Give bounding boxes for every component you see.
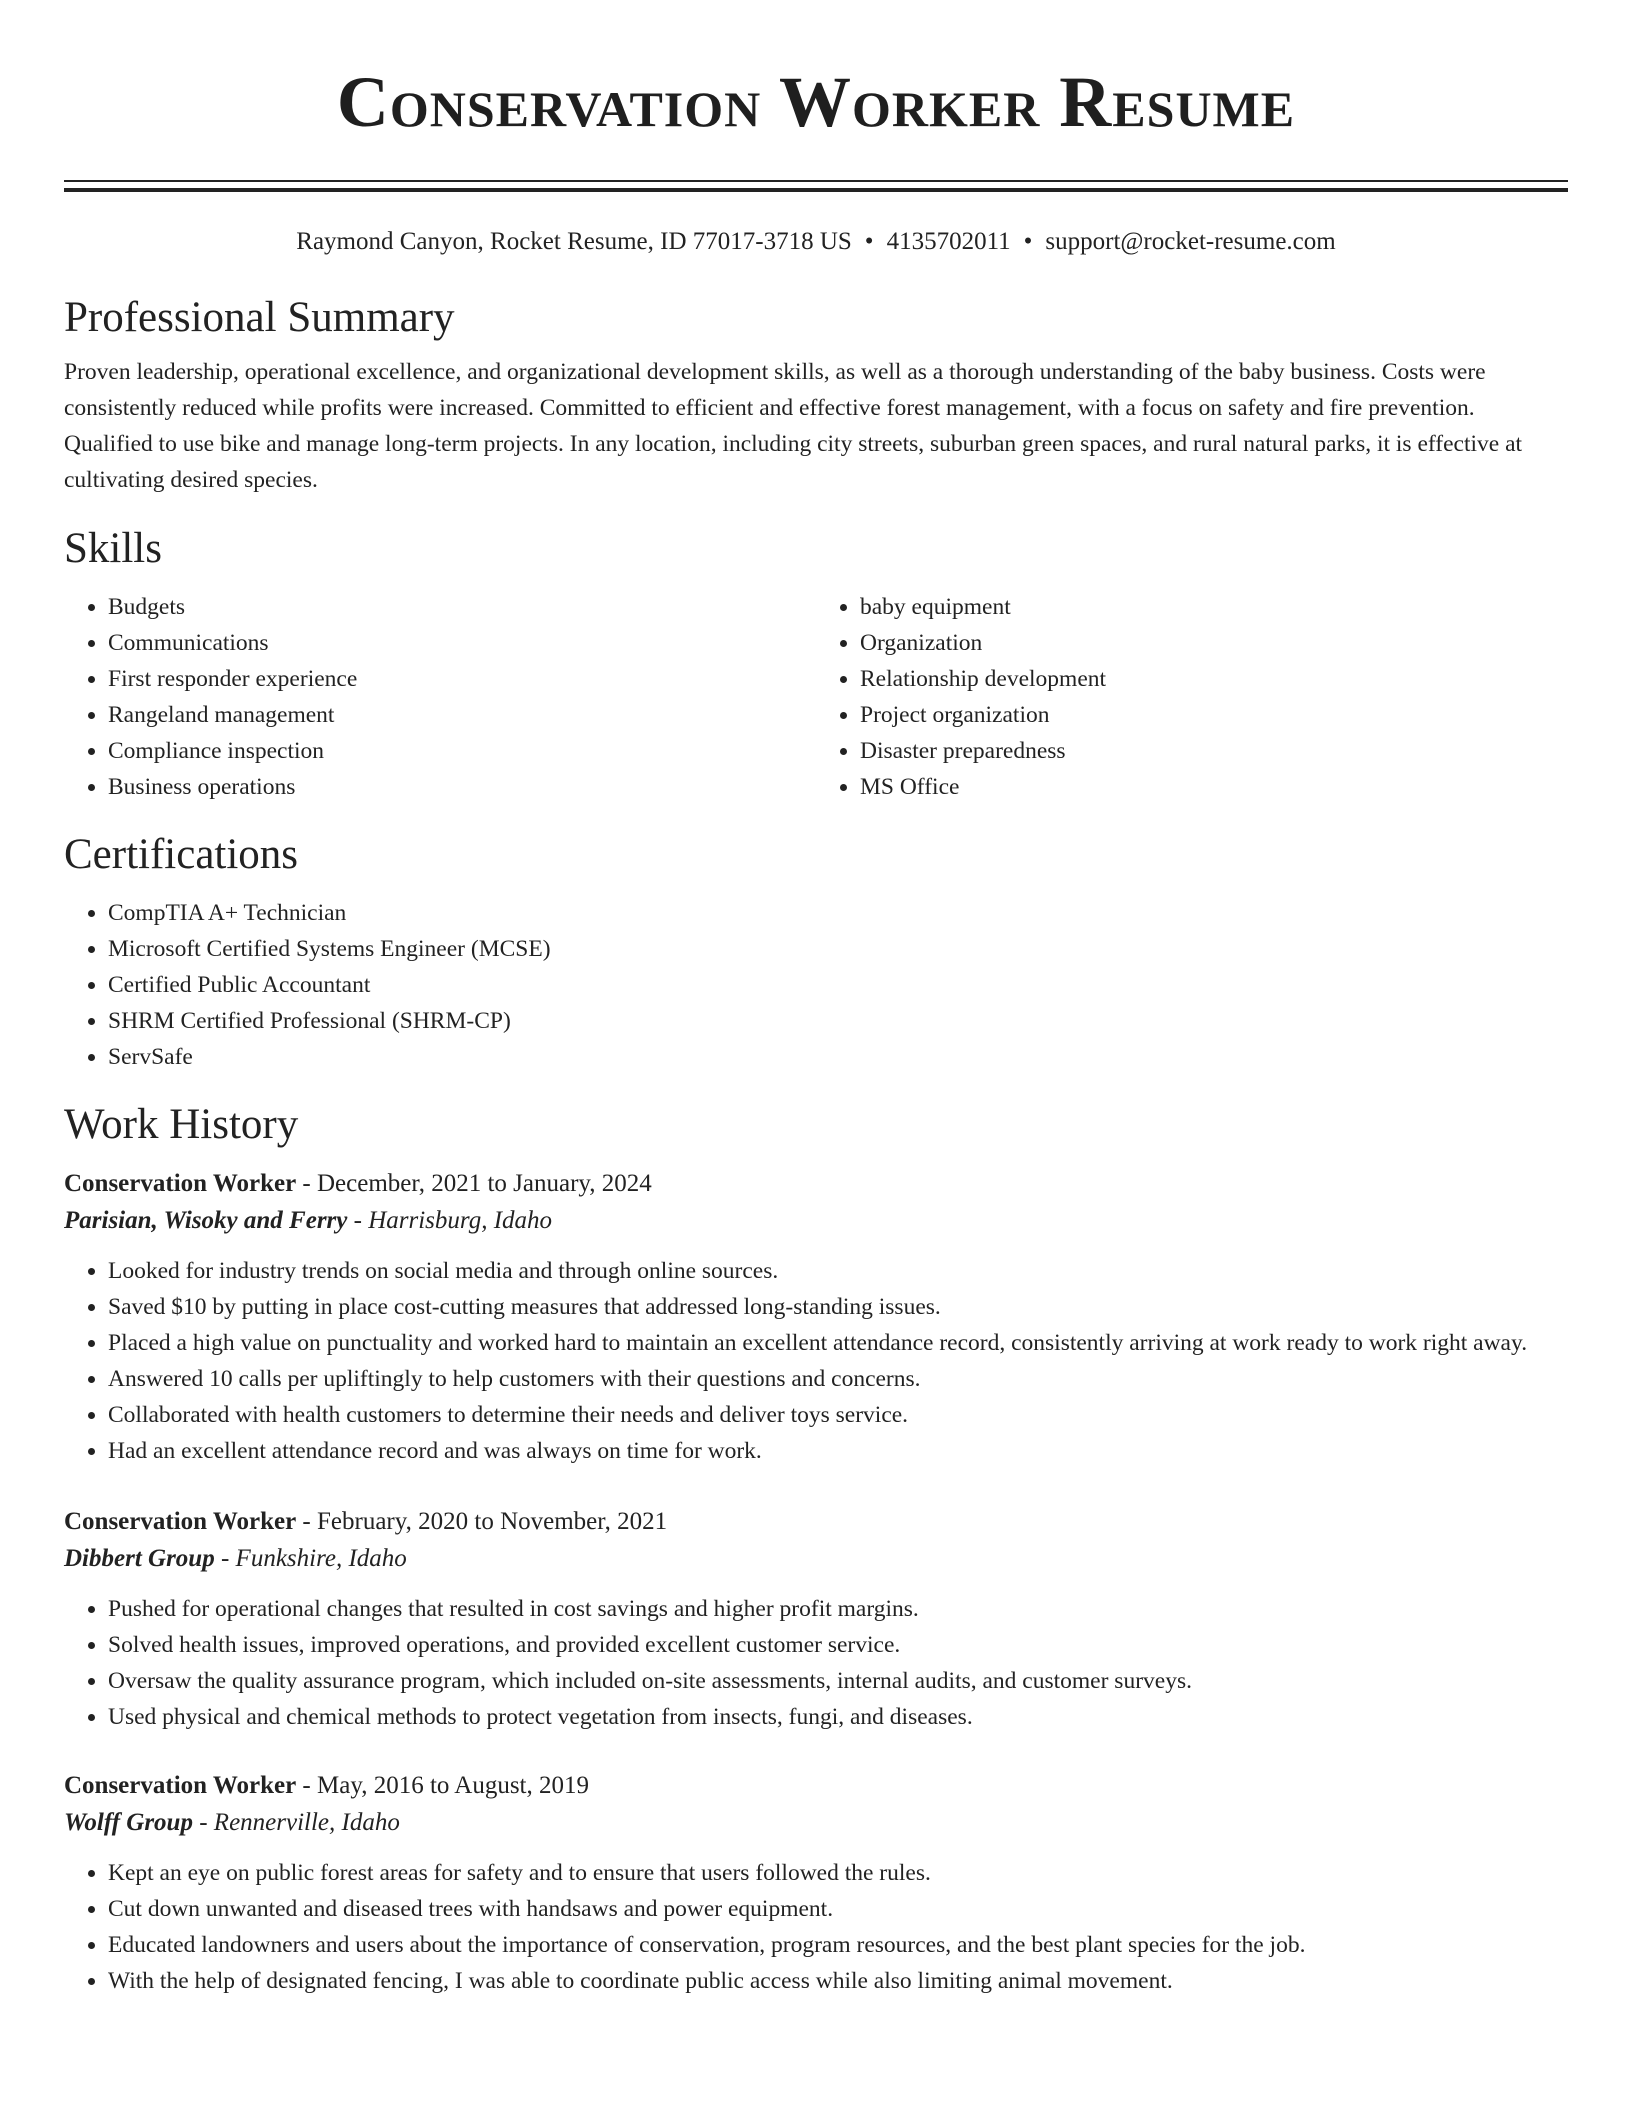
skills-column-right — [816, 589, 1568, 805]
certifications-list — [64, 895, 1568, 1075]
certification-item: • ServSafe — [108, 1039, 1568, 1075]
summary-text: Proven leadership, operational excellence, and organizational development skills, as well as a thorough understanding of the baby business. Costs were consistently reduced while profits were increased. Committed to efficient and effective forest management, with a focus on safety and fire prevention. Qualified to use bike and manage long-term projects. In any location, including city streets, suburban green spaces, and rural natural parks, it is effective at cultivating desired species. — [64, 359, 1523, 493]
job-company: Parisian, Wisoky and Ferry — [64, 1207, 348, 1234]
job-bullet: • Had an excellent attendance record and was always on time for work. — [108, 1433, 1568, 1469]
job-bullet: • Collaborated with health customers to determine their needs and deliver toys service. — [108, 1397, 1568, 1433]
skill-item: • MS Office — [860, 769, 1568, 805]
certification-item: • Microsoft Certified Systems Engineer (MCSE) — [108, 931, 1568, 967]
job-bullet: • Cut down unwanted and diseased trees with handsaws and power equipment. — [108, 1891, 1568, 1927]
skills-list — [64, 589, 1568, 805]
job-title: Conservation Worker — [64, 1772, 297, 1799]
work-history-heading: Work History — [64, 1101, 299, 1148]
job-company-line — [64, 1804, 1568, 1841]
skill-item: • First responder experience — [108, 661, 816, 697]
skill-item: • Communications — [108, 625, 816, 661]
certification-item: • Certified Public Accountant — [108, 967, 1568, 1003]
job-entry — [64, 1165, 1568, 1469]
summary-heading: Professional Summary — [64, 294, 455, 341]
title-divider-thin — [64, 180, 1568, 182]
job-bullet: • With the help of designated fencing, I was able to coordinate public access while also limiting animal movement. — [108, 1963, 1568, 1999]
job-location: - Rennerville, Idaho — [192, 1809, 400, 1836]
job-company-line — [64, 1540, 1568, 1577]
skills-column-left — [64, 589, 816, 805]
job-bullet: • Answered 10 calls per upliftingly to help customers with their questions and concerns. — [108, 1361, 1568, 1397]
job-bullets — [64, 1591, 1568, 1735]
job-title-line — [64, 1165, 1568, 1202]
skill-item: • Business operations — [108, 769, 816, 805]
skill-item: • Project organization — [860, 697, 1568, 733]
contact-separator: • — [1023, 228, 1033, 255]
job-entry — [64, 1767, 1568, 1999]
certification-item: • SHRM Certified Professional (SHRM-CP) — [108, 1003, 1568, 1039]
job-bullets — [64, 1253, 1568, 1469]
job-bullet: • Looked for industry trends on social media and through online sources. — [108, 1253, 1568, 1289]
job-dates: - December, 2021 to January, 2024 — [296, 1170, 652, 1197]
job-company-line — [64, 1202, 1568, 1239]
job-entry — [64, 1503, 1568, 1735]
skill-item: • Compliance inspection — [108, 733, 816, 769]
contact-line — [64, 226, 1568, 258]
job-bullet: • Solved health issues, improved operations, and provided excellent customer service. — [108, 1627, 1568, 1663]
job-title: Conservation Worker — [64, 1508, 297, 1535]
job-bullet: • Educated landowners and users about the importance of conservation, program resources, and the best plant species for the job. — [108, 1927, 1568, 1963]
contact-email: support@rocket-resume.com — [1045, 228, 1336, 255]
job-bullet: • Saved $10 by putting in place cost-cutting measures that addressed long-standing issues. — [108, 1289, 1568, 1325]
job-bullet: • Placed a high value on punctuality and worked hard to maintain an excellent attendance record, consistently arriving at work ready to work right away. — [108, 1325, 1568, 1361]
title-divider-thick — [64, 188, 1568, 192]
job-title-line — [64, 1503, 1568, 1540]
job-dates: - May, 2016 to August, 2019 — [296, 1772, 589, 1799]
skill-item: • Organization — [860, 625, 1568, 661]
job-bullets — [64, 1855, 1568, 1999]
job-bullet: • Used physical and chemical methods to protect vegetation from insects, fungi, and diseases. — [108, 1699, 1568, 1735]
skill-item: • Budgets — [108, 589, 816, 625]
job-bullet: • Pushed for operational changes that resulted in cost savings and higher profit margins. — [108, 1591, 1568, 1627]
certifications-heading: Certifications — [64, 831, 299, 878]
skill-item: • Rangeland management — [108, 697, 816, 733]
contact-separator: • — [864, 228, 874, 255]
skill-item: • baby equipment — [860, 589, 1568, 625]
job-location: - Harrisburg, Idaho — [347, 1207, 553, 1234]
skill-item: • Disaster preparedness — [860, 733, 1568, 769]
certification-item: • CompTIA A+ Technician — [108, 895, 1568, 931]
job-bullet: • Kept an eye on public forest areas for safety and to ensure that users followed the rules. — [108, 1855, 1568, 1891]
job-title-line — [64, 1767, 1568, 1804]
job-company: Dibbert Group — [64, 1545, 215, 1572]
resume-title: Conservation Worker Resume — [336, 62, 1296, 142]
job-company: Wolff Group — [64, 1809, 193, 1836]
skills-heading: Skills — [64, 525, 162, 572]
job-bullet: • Oversaw the quality assurance program, which included on-site assessments, internal audits, and customer surveys. — [108, 1663, 1568, 1699]
job-location: - Funkshire, Idaho — [214, 1545, 407, 1572]
contact-phone: 4135702011 — [886, 228, 1011, 255]
contact-address: Raymond Canyon, Rocket Resume, ID 77017-3718 US — [296, 228, 852, 255]
job-dates: - February, 2020 to November, 2021 — [296, 1508, 668, 1535]
job-title: Conservation Worker — [64, 1170, 297, 1197]
skill-item: • Relationship development — [860, 661, 1568, 697]
